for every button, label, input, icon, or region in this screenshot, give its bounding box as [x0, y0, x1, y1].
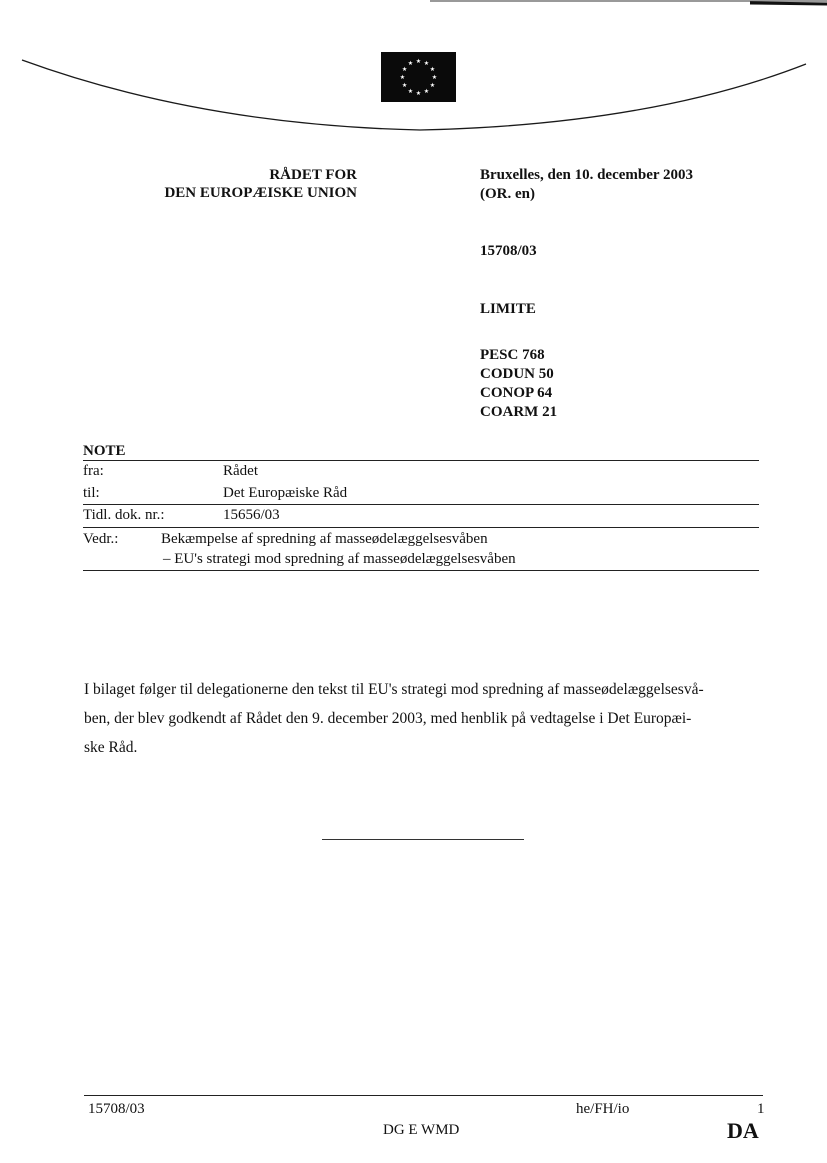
note-block [83, 442, 759, 569]
star-icon: ★ [423, 61, 430, 68]
code-item: COARM 21 [480, 404, 558, 420]
star-icon: ★ [407, 88, 414, 95]
body-line: ske Råd. [84, 739, 138, 756]
note-to-row [83, 482, 759, 504]
council-line-1: RÅDET FOR [269, 167, 357, 183]
to-value: Det Europæiske Råd [223, 485, 348, 501]
council-name [164, 166, 357, 202]
date-block [480, 166, 693, 204]
original-language: (OR. en) [480, 186, 535, 202]
prev-doc-value: 15656/03 [223, 507, 280, 523]
star-icon: ★ [429, 67, 436, 73]
code-item: CONOP 64 [480, 385, 553, 401]
subject-line-1: Bekæmpelse af spredning af masseødelæggelsesvåben [161, 531, 488, 547]
star-icon: ★ [401, 67, 408, 73]
footer-doc-number: 15708/03 [88, 1101, 145, 1117]
header-curve [0, 0, 827, 140]
star-icon: ★ [431, 75, 438, 81]
end-separator [322, 839, 524, 840]
note-subject-row [83, 527, 759, 549]
star-icon: ★ [423, 88, 430, 95]
footer-rule [84, 1095, 763, 1096]
note-divider [83, 570, 759, 571]
star-icon: ★ [415, 91, 422, 97]
note-subject-row-2 [83, 549, 759, 569]
star-icon: ★ [401, 83, 408, 89]
footer-page-number: 1 [757, 1101, 765, 1117]
document-number: 15708/03 [480, 243, 537, 259]
council-line-2: DEN EUROPÆISKE UNION [164, 185, 357, 201]
subject-line-2: – EU's strategi mod spredning af masseødelæggelsesvåben [163, 551, 516, 567]
star-icon: ★ [399, 75, 406, 81]
subject-label: Vedr.: [83, 531, 119, 547]
star-icon: ★ [429, 83, 436, 89]
star-icon: ★ [407, 61, 414, 68]
note-prev-row [83, 504, 759, 527]
prev-doc-label: Tidl. dok. nr.: [83, 507, 165, 523]
code-item: PESC 768 [480, 347, 545, 363]
note-from-row [83, 461, 759, 482]
body-line: ben, der blev godkendt af Rådet den 9. december 2003, med henblik på vedtagelse i Det Europæi- [84, 710, 692, 727]
place-date: Bruxelles, den 10. december 2003 [480, 167, 694, 183]
from-value: Rådet [223, 463, 258, 479]
footer-directorate: DG E WMD [383, 1122, 460, 1138]
code-list [480, 346, 557, 422]
footer-language: DA [727, 1118, 759, 1143]
body-line: I bilaget følger til delegationerne den tekst til EU's strategi mod spredning af masseødelæggelsesvå- [84, 681, 704, 698]
code-item: CODUN 50 [480, 366, 554, 382]
star-icon: ★ [415, 59, 422, 65]
note-title: NOTE [83, 442, 759, 461]
top-edge-line-thick [750, 3, 827, 4]
body-paragraph [84, 675, 760, 762]
eu-flag-icon [381, 52, 456, 102]
footer-initials: he/FH/io [576, 1101, 630, 1117]
to-label: til: [83, 485, 100, 501]
classification: LIMITE [480, 301, 536, 317]
from-label: fra: [83, 463, 104, 479]
